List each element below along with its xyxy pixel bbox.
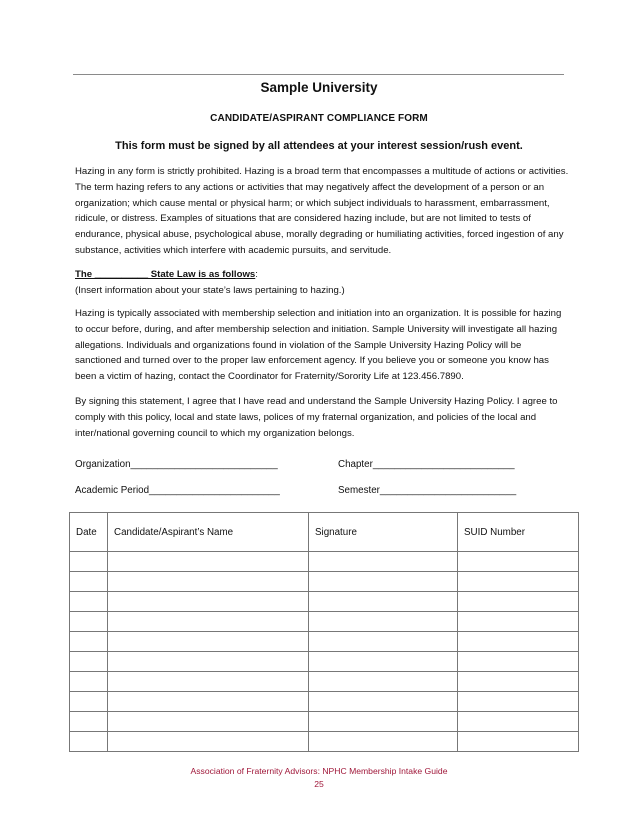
table-cell-signature[interactable] xyxy=(309,652,458,672)
table-row xyxy=(70,732,579,752)
table-cell-suid[interactable] xyxy=(458,572,579,592)
table-cell-signature[interactable] xyxy=(309,672,458,692)
table-cell-name[interactable] xyxy=(108,572,309,592)
table-cell-name[interactable] xyxy=(108,732,309,752)
table-row xyxy=(70,672,579,692)
hazing-definition-paragraph: Hazing in any form is strictly prohibited. Hazing is a broad term that encompasses a multitude of actions or activities. The term hazing refers to any actions or activities that may negatively affect the development of a person or an organization; which cause mental or physical harm; or which subject individuals to harassment, embarrassment, ridicule, or distress. Examples of situations that are considered hazing include, but are not limited to tests of endurance, physical abuse, psychological abuse, morally degrading or humiliating activities, forced ingestion of any substance, activities which interfere with academic pursuits, and servitude. xyxy=(75,166,569,256)
table-cell-signature[interactable] xyxy=(309,632,458,652)
table-cell-suid[interactable] xyxy=(458,552,579,572)
table-cell-signature[interactable] xyxy=(309,592,458,612)
table-row xyxy=(70,612,579,632)
table-cell-suid[interactable] xyxy=(458,712,579,732)
table-cell-date[interactable] xyxy=(70,712,108,732)
table-cell-date[interactable] xyxy=(70,552,108,572)
table-cell-name[interactable] xyxy=(108,552,309,572)
table-cell-name[interactable] xyxy=(108,612,309,632)
page-number: 25 xyxy=(314,779,324,789)
attendee-signature-table xyxy=(69,512,579,752)
table-row xyxy=(70,712,579,732)
column-header-date: Date xyxy=(70,513,108,552)
academic-period-field[interactable]: Academic Period________________________ xyxy=(75,485,280,496)
table-row xyxy=(70,552,579,572)
table-header-row xyxy=(70,513,579,552)
table-cell-suid[interactable] xyxy=(458,692,579,712)
table-cell-date[interactable] xyxy=(70,632,108,652)
table-cell-date[interactable] xyxy=(70,652,108,672)
table-cell-name[interactable] xyxy=(108,692,309,712)
footer-source: Association of Fraternity Advisors: NPHC Membership Intake Guide xyxy=(190,766,448,776)
state-law-heading: The __________ State Law is as follows xyxy=(75,269,256,280)
table-row xyxy=(70,692,579,712)
semester-field[interactable]: Semester_________________________ xyxy=(338,485,517,496)
table-row xyxy=(70,592,579,612)
table-cell-signature[interactable] xyxy=(309,612,458,632)
form-title: CANDIDATE/ASPIRANT COMPLIANCE FORM xyxy=(210,113,428,124)
header-rule xyxy=(73,74,564,75)
page-footer xyxy=(0,765,638,791)
table-row xyxy=(70,652,579,672)
table-row xyxy=(70,632,579,652)
table-cell-signature[interactable] xyxy=(309,732,458,752)
table-cell-suid[interactable] xyxy=(458,732,579,752)
state-law-note: (Insert information about your state’s laws pertaining to hazing.) xyxy=(75,284,345,296)
table-cell-signature[interactable] xyxy=(309,552,458,572)
chapter-field[interactable]: Chapter__________________________ xyxy=(338,459,515,470)
table-cell-suid[interactable] xyxy=(458,592,579,612)
state-law-section xyxy=(75,267,569,299)
table-cell-signature[interactable] xyxy=(309,712,458,732)
agreement-paragraph: By signing this statement, I agree that I have read and understand the Sample University Hazing Policy. I agree to comply with this policy, local and state laws, polices of my fraternal organization, and policies of the local and inter/national governing council to which my organization belongs. xyxy=(75,396,558,439)
table-cell-suid[interactable] xyxy=(458,632,579,652)
column-header-signature: Signature xyxy=(309,513,458,552)
table-cell-suid[interactable] xyxy=(458,672,579,692)
table-cell-suid[interactable] xyxy=(458,652,579,672)
table-cell-name[interactable] xyxy=(108,712,309,732)
university-title: Sample University xyxy=(260,80,378,95)
table-cell-date[interactable] xyxy=(70,732,108,752)
hazing-policy-paragraph: Hazing is typically associated with membership selection and initiation into an organization. It is possible for hazing to occur before, during, and after membership selection and initiation. Sample University will investigate all hazing allegations. Individuals and organizations found in violation of the Sample University Hazing Policy will be sanctioned and turned over to the proper law enforcement agency. If you believe you or someone you know has been a victim of hazing, contact the Coordinator for Fraternity/Sorority Life at 123.456.7890. xyxy=(75,308,562,383)
state-law-colon: : xyxy=(255,269,258,280)
table-cell-date[interactable] xyxy=(70,572,108,592)
table-cell-date[interactable] xyxy=(70,692,108,712)
signing-instruction: This form must be signed by all attendees at your interest session/rush event. xyxy=(115,140,523,152)
table-cell-signature[interactable] xyxy=(309,692,458,712)
column-header-suid: SUID Number xyxy=(458,513,579,552)
table-cell-suid[interactable] xyxy=(458,612,579,632)
table-cell-name[interactable] xyxy=(108,592,309,612)
table-cell-name[interactable] xyxy=(108,652,309,672)
table-row xyxy=(70,572,579,592)
table-body xyxy=(70,552,579,752)
column-header-name: Candidate/Aspirant’s Name xyxy=(108,513,309,552)
organization-field[interactable]: Organization___________________________ xyxy=(75,459,278,470)
table-cell-date[interactable] xyxy=(70,672,108,692)
table-cell-date[interactable] xyxy=(70,592,108,612)
table-cell-name[interactable] xyxy=(108,672,309,692)
table-cell-signature[interactable] xyxy=(309,572,458,592)
table-cell-name[interactable] xyxy=(108,632,309,652)
table-cell-date[interactable] xyxy=(70,612,108,632)
